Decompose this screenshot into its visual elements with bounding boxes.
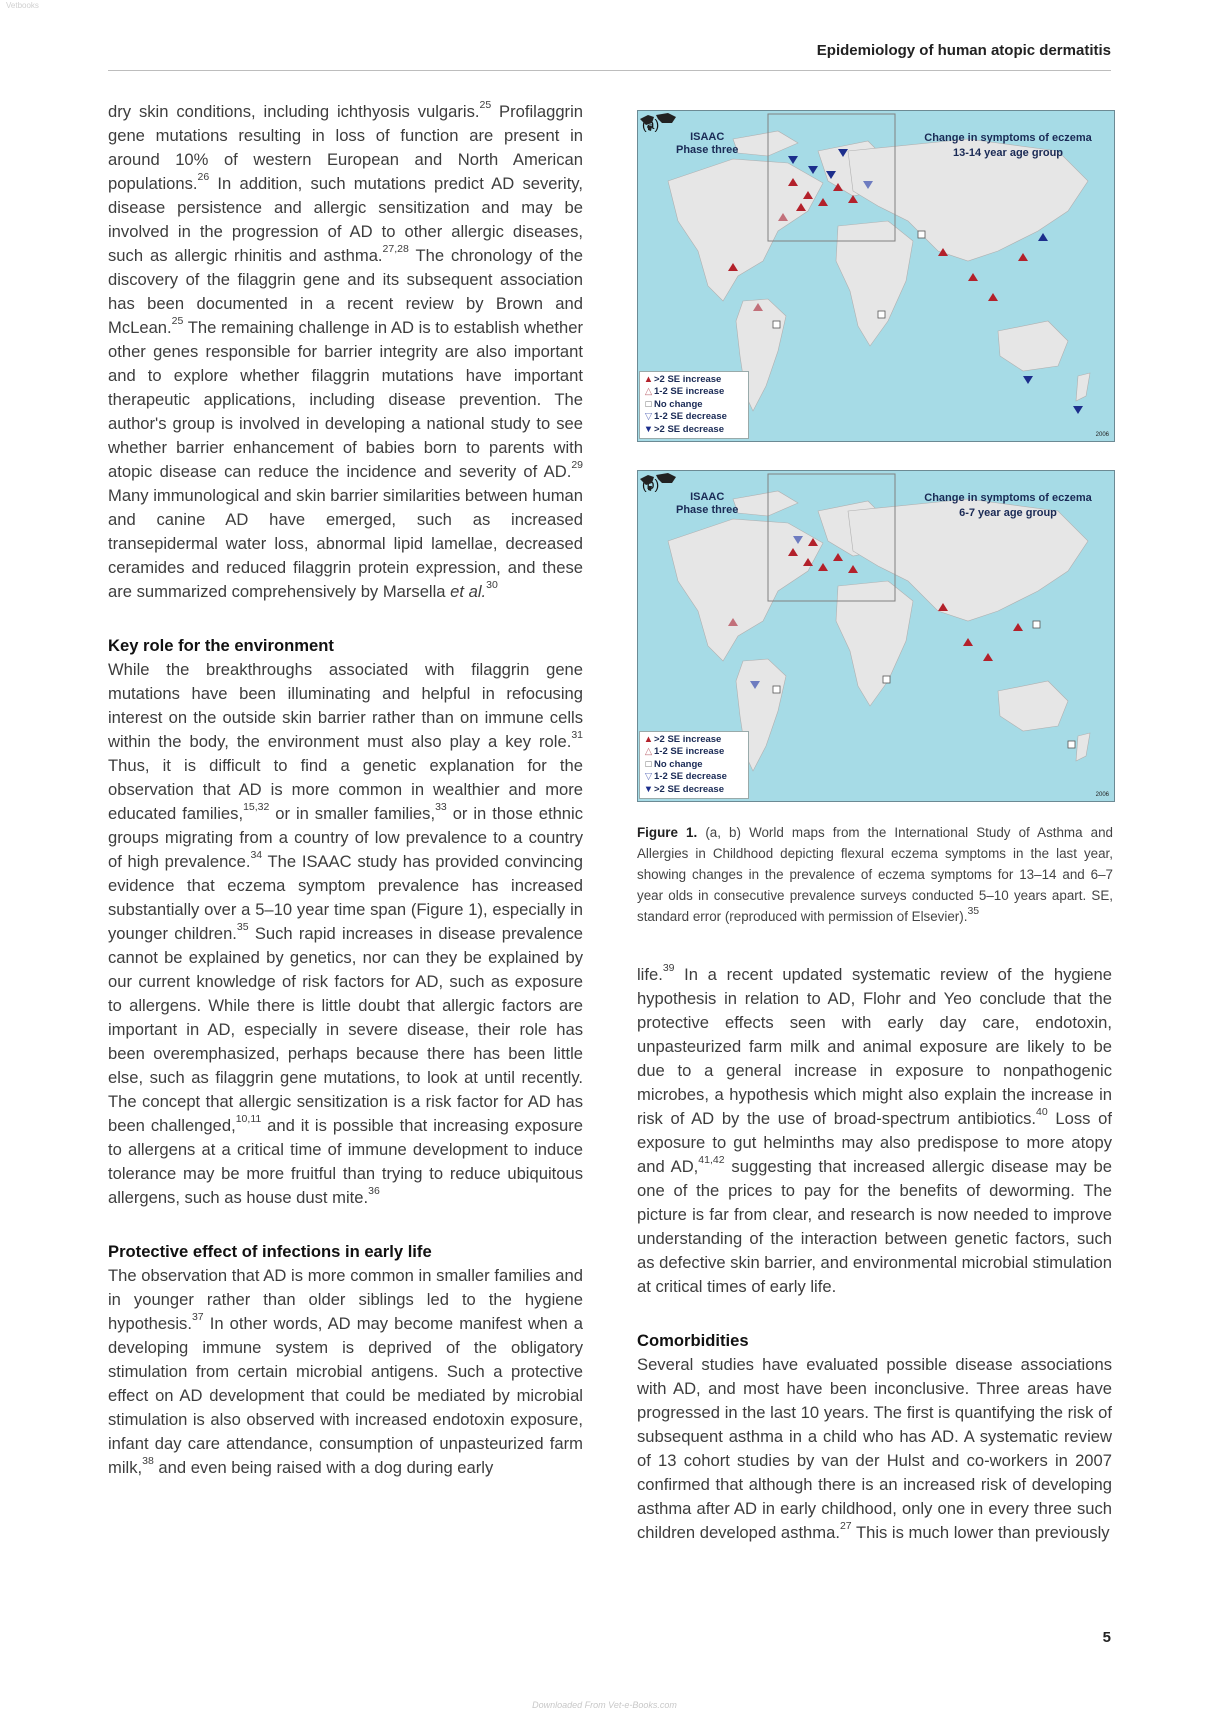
paragraph-hygiene-continued: life.$^{39}$ In a recent updated systematic review of the hygiene hypothesis in relation to AD, Flohr and Yeo conclude that the protective effects seen with early day care, endotoxin, unpasteurized farm milk and animal exposure are likely to be due to a general increase in exposure to nonpathogenic microbes, a hypothesis which might also explain the increase in risk of AD by the use of broad-spectrum antibiotics.$^{40}$ Loss of exposure to gut helminths may also predispose to more atopy and AD,$^{41,42}$ suggesting that increased allergic disease may be one of the prices to pay for the benefits of deworming. The picture is far from clear, and research is now needed to improve understanding of the interaction between genetic factors, such as defective skin barrier, and environmental microbial stimulation at critical times of early life. [637, 962, 1113, 1296]
watermark-top: Vetbooks [6, 1, 39, 10]
panel-letter-a: (a) [642, 116, 660, 132]
legend-row: ▽ 1-2 SE decrease [644, 771, 727, 782]
page-number: 5 [1102, 1629, 1111, 1646]
isaac-logo-icon [638, 471, 678, 493]
figure-panel-a [637, 110, 1115, 442]
isaac-label-b: ISAAC Phase three [676, 491, 739, 516]
left-column [108, 100, 583, 1480]
isaac-label-a: ISAAC Phase three [676, 131, 739, 156]
heading-infections: Protective effect of infections in early life [108, 1242, 432, 1261]
legend-row: ▲>2 SE increase [643, 733, 722, 745]
legend-row: ▽ 1-2 SE decrease [644, 411, 727, 422]
map-legend-a [639, 371, 749, 440]
paragraph-filaggrin: dry skin conditions, including ichthyosis vulgaris.$^{25}$ Profilaggrin gene mutations resulting in loss of function are present in around 10% of western European and North American populations.$^{26}$ In addition, such mutations predict AD severity, disease persistence and allergic sensitization and may be involved in the progression of AD to other allergic diseases, such as allergic rhinitis and asthma.$^{27,28}$ The chronology of the discovery of the filaggrin gene and its subsequent association has been documented in a recent review by Brown and McLean.$^{25}$ The remaining challenge in AD is to establish whether other genes responsible for barrier integrity are also important and to explore whether filaggrin mutations have important therapeutic applications, including disease prevention. The author's group is involved in developing a national study to see whether barrier enhancement of babies born to parents with atopic disease can reduce the incidence and severity of AD.$^{29}$ Many immunological and skin barrier similarities between human and canine AD have emerged, such as increased transepidermal water loss, abnormal lipid lamellae, decreased ceramides and reduced filaggrin protein expression, and these are summarized comprehensively by Marsella et al.$^{30}$ [108, 99, 583, 601]
map-legend-b [639, 731, 749, 800]
map-title-b: Change in symptoms of eczema 6-7 year age group [924, 492, 1092, 519]
heading-comorbidities: Comorbidities [637, 1331, 749, 1350]
paragraph-infections: The observation that AD is more common in smaller families and in younger rather than older siblings led to the hygiene hypothesis.$^{37}$ In other words, AD may become manifest when a developing immune system is deprived of the obligatory stimulation from certain microbial antigens. Such a protective effect on AD development that could be mediated by microbial stimulation is also observed with increased endotoxin exposure, infant day care attendance, consumption of unpasteurized farm milk,$^{38}$ and even being raised with a dog during early [108, 1266, 583, 1477]
watermark-bottom: Downloaded From Vet-e-Books.com [532, 1700, 677, 1710]
legend-row: ▲>2 SE increase [643, 373, 722, 385]
figure-caption: Figure 1. (a, b) World maps from the International Study of Asthma and Allergies in Childhood depicting flexural eczema symptoms in the last year, showing changes in the prevalence of eczema symptoms for 13–14 and 6–7 year olds in consecutive prevalence surveys conducted 5–10 years apart. SE, standard error (reproduced with permission of Elsevier).$^{35}$ [637, 825, 1113, 924]
map-year-b: 2006 [1095, 792, 1109, 798]
legend-row: ▼>2 SE decrease [643, 783, 724, 795]
legend-row: □ No change [645, 398, 703, 410]
heading-environment: Key role for the environment [108, 636, 334, 655]
legend-row: △ 1-2 SE increase [644, 386, 725, 397]
legend-row: △ 1-2 SE increase [644, 746, 725, 757]
header-rule [108, 70, 1111, 71]
legend-row: ▼>2 SE decrease [643, 423, 724, 435]
map-year-a: 2006 [1095, 432, 1109, 438]
legend-row: □ No change [645, 758, 703, 770]
figure-panel-b [637, 470, 1115, 802]
running-header: Epidemiology of human atopic dermatitis [816, 42, 1111, 59]
isaac-logo-icon [638, 111, 678, 133]
paragraph-environment: While the breakthroughs associated with filaggrin gene mutations have been illuminating and helpful in refocusing interest on the outside skin barrier rather than on immune cells within the body, the environment must also play a key role.$^{31}$ Thus, it is difficult to find a genetic explanation for the observation that AD is more common in wealthier and more educated families,$^{15,32}$ or in smaller families,$^{33}$ or in those ethnic groups migrating from a country of low prevalence to a country of high prevalence.$^{34}$ The ISAAC study has provided convincing evidence that eczema symptom prevalence has increased substantially over a 5–10 year time span (Figure 1), especially in younger children.$^{35}$ Such rapid increases in disease prevalence cannot be explained by genetics, nor can they be explained by our current knowledge of risk factors for AD, such as exposure to allergens. While there is little doubt that allergic factors are important in AD, especially in severe disease, their role has been overemphasized, perhaps because there has been little else, such as filaggrin gene mutations, to look at until recently. The concept that allergic sensitization is a risk factor for AD has been challenged,$^{10,11}$ and it is possible that increasing exposure to allergens at a critical time of immune development to induce tolerance may be more fruitful than trying to reduce ubiquitous allergens, such as house dust mite.$^{36}$ [108, 660, 584, 1207]
map-title-a: Change in symptoms of eczema 13-14 year age group [924, 132, 1092, 159]
paragraph-comorbidities: Several studies have evaluated possible disease associations with AD, and most have been inconclusive. Three areas have progressed in the last 10 years. The first is quantifying the risk of subsequent asthma in a child who has AD. A systematic review of 13 cohort studies by van der Hulst and co-workers in 2007 confirmed that although there is an increased risk of developing asthma after AD in early childhood, only one in every three such children developed asthma.$^{27}$ This is much lower than previously [637, 1355, 1112, 1542]
right-column [637, 963, 1112, 1545]
panel-letter-b: (b) [642, 476, 660, 492]
